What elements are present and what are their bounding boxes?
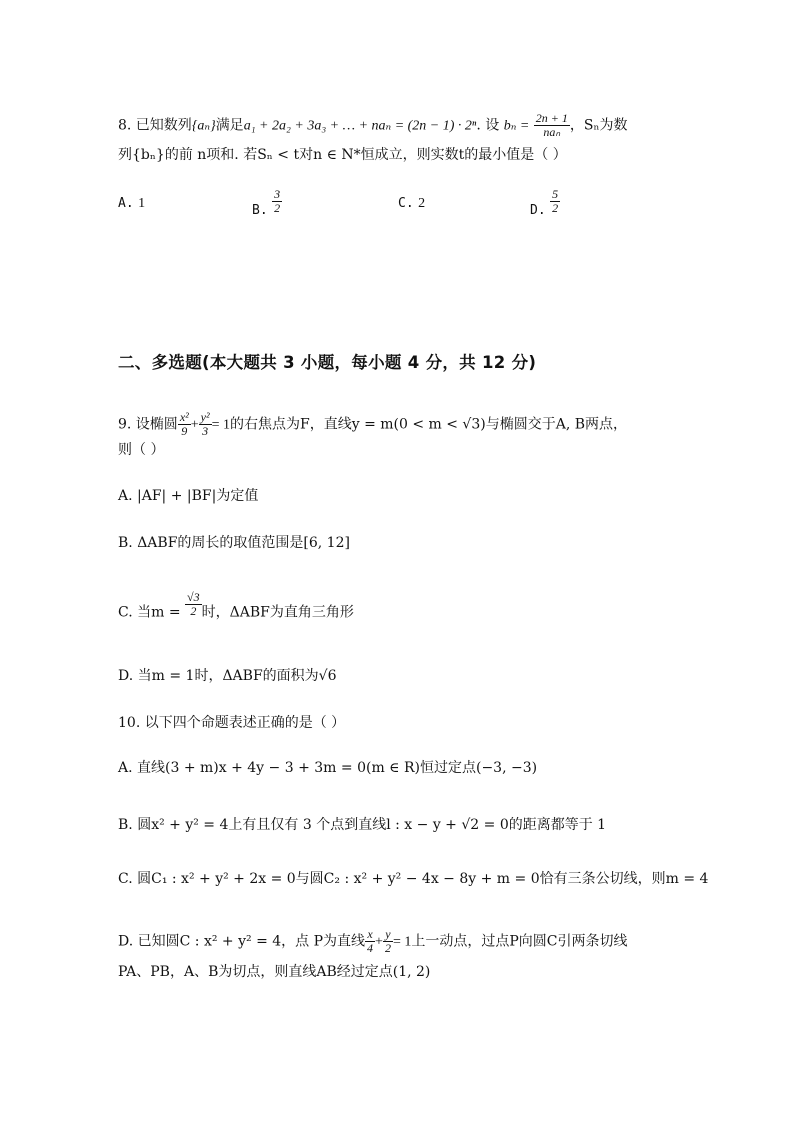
q10-d-fraction-y xyxy=(383,928,393,955)
q10-d-fraction-x xyxy=(365,928,375,955)
q8-choice-b xyxy=(252,187,282,218)
q10-d-prefix: D. 已知圆C : x² + y² = 4，点 P为直线 xyxy=(118,933,366,950)
choice-label: C. xyxy=(398,196,414,211)
choice-label: B. xyxy=(252,202,268,218)
q10-d-plus: + xyxy=(375,934,383,950)
q10-title: 10. 以下四个命题表述正确的是（ ） xyxy=(118,715,346,731)
q9-eq: = 1 xyxy=(211,417,230,433)
fraction-num: 3 xyxy=(274,187,281,201)
q10-option-d xyxy=(118,928,627,955)
fraction-num: 5 xyxy=(552,187,559,201)
q8-line2: 列{bₙ}的前 n项和. 若Sₙ < t对n ∈ N*恒成立，则实数t的最小值是（ ） xyxy=(118,147,567,163)
q9-plus: + xyxy=(190,417,199,433)
q9-option-d: D. 当m = 1时，ΔABF的面积为√6 xyxy=(118,668,337,684)
fraction-den: 2 xyxy=(552,201,559,215)
choice-fraction xyxy=(272,188,282,215)
choice-label: A. xyxy=(118,196,134,211)
q8-mid: 满足 xyxy=(215,117,244,134)
q8-set: . 设 xyxy=(476,117,500,134)
q8-choice-c xyxy=(398,195,425,212)
q8-frac-den: naₙ xyxy=(543,125,561,139)
fraction-den: 3 xyxy=(202,424,209,438)
q10-option-c: C. 圆C₁ : x² + y² + 2x = 0与圆C₂ : x² + y² − 4x − 8y + m = 0恰有三条公切线，则m = 4 xyxy=(118,871,709,887)
q9-fraction-x xyxy=(178,411,191,438)
choice-value: 2 xyxy=(418,196,426,211)
q8-choice-a xyxy=(118,195,145,212)
choice-label: D. xyxy=(530,202,546,218)
choice-fraction xyxy=(550,188,560,215)
fraction-num: x xyxy=(365,928,375,942)
q8-tail: ，Sₙ为数 xyxy=(569,117,628,134)
q8-choice-d xyxy=(530,187,560,218)
q9-line2: 则（ ） xyxy=(118,442,165,458)
fraction-num: y² xyxy=(200,410,210,424)
q10-d-eq: = 1 xyxy=(392,934,412,950)
q10-d-tail: 上一动点，过点P向圆C引两条切线 xyxy=(411,933,628,950)
q9-option-b: B. ΔABF的周长的取值范围是[6, 12] xyxy=(118,535,350,551)
q10-option-a: A. 直线(3 + m)x + 4y − 3 + 3m = 0(m ∈ R)恒过定点(−3, −3) xyxy=(118,760,538,776)
q8-seq: {aₙ} xyxy=(191,118,216,134)
fraction-num: x² xyxy=(179,410,189,424)
q9-c-tail: 时，ΔABF为直角三角形 xyxy=(201,604,354,621)
q9-tail: 的右焦点为F，直线y = m(0 < m < √3)与椭圆交于A, B两点， xyxy=(230,416,628,433)
fraction-den: 2 xyxy=(384,941,391,955)
q10-option-b: B. 圆x² + y² = 4上有且仅有 3 个点到直线l : x − y + √2 = 0的距离都等于 1 xyxy=(118,817,607,833)
fraction-den: 4 xyxy=(367,941,374,955)
q9-fraction-y xyxy=(199,411,212,438)
q9-option-c xyxy=(118,590,354,626)
fraction-den: 2 xyxy=(274,201,281,215)
q8-equation: a₁ + 2a₂ + 3a₃ + … + naₙ = (2n − 1) · 2ⁿ xyxy=(243,118,477,134)
fraction-num: y xyxy=(383,928,393,942)
fraction-den: 9 xyxy=(181,424,188,438)
q8-line1 xyxy=(118,112,628,139)
q9-option-a: A. |AF| + |BF|为定值 xyxy=(118,488,259,504)
q8-bn-fraction xyxy=(534,112,570,139)
q9-prefix: 9. 设椭圆 xyxy=(118,416,178,433)
q9-c-fraction xyxy=(185,591,202,618)
q9-line1 xyxy=(118,411,627,438)
fraction-den: 2 xyxy=(190,604,197,618)
q9-c-prefix: C. 当m = xyxy=(118,604,181,621)
fraction-num: √3 xyxy=(187,590,200,604)
q8-prefix: 8. 已知数列 xyxy=(118,117,192,134)
section-heading: 二、多选题(本大题共 3 小题，每小题 4 分，共 12 分) xyxy=(118,353,537,372)
choice-value: 1 xyxy=(138,196,146,211)
q10-option-d-line2: PA、PB，A、B为切点，则直线AB经过定点(1, 2) xyxy=(118,964,431,980)
q8-frac-num: 2n + 1 xyxy=(535,111,568,125)
q8-bn: bₙ = xyxy=(503,118,530,134)
